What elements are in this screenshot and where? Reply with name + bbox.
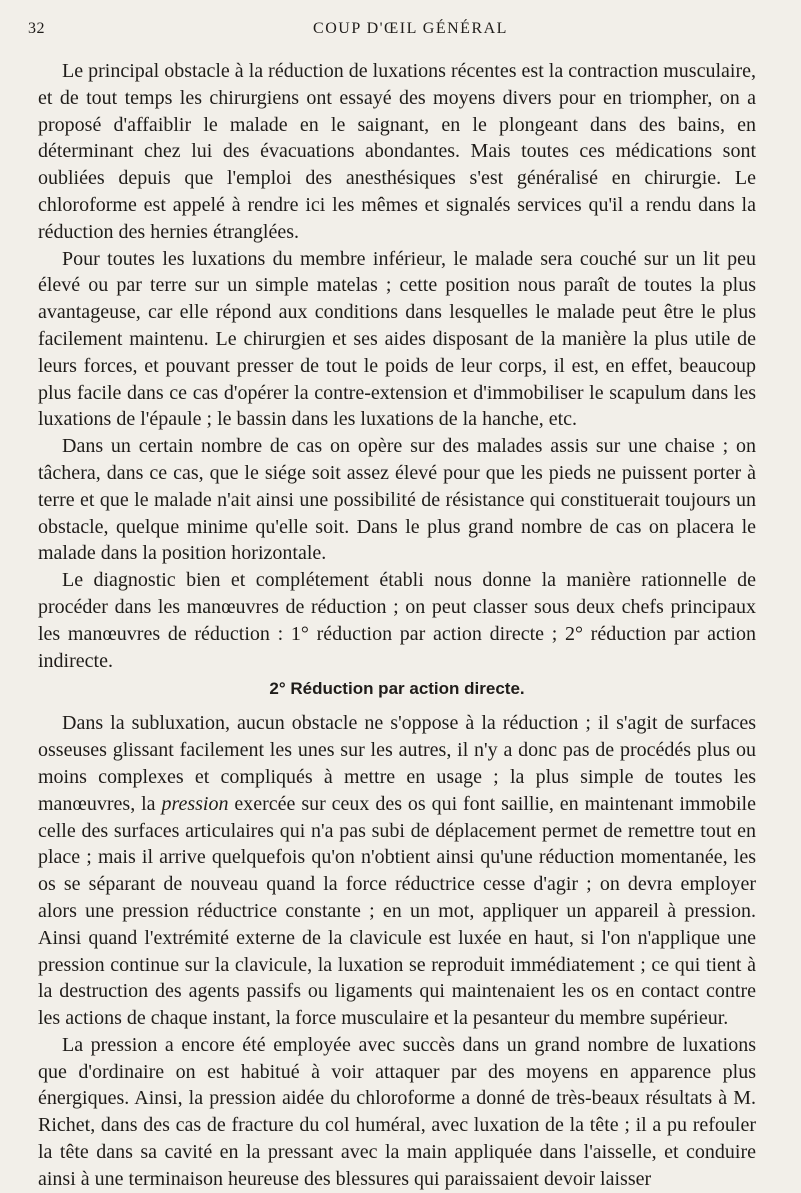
paragraph-lower-limb-position: Pour toutes les luxations du membre inférieur, le malade sera couché sur un lit peu élevé ou par terre sur un simple matelas ; cette position nous paraît de toutes la plus avantageuse, car elle répond aux conditions dans lesquelles le malade peut être le plus facilement maintenu. Le chirurgien et ses aides disposant de la manière la plus utile de leurs forces, et pouvant presser de tout le poids de leur corps, il est, en effet, beaucoup plus facile dans ce cas d'opérer la contre-extension et d'immobiliser le scapulum dans les luxations de l'épaule ; le bassin dans les luxations de la hanche, etc. bbox=[38, 247, 756, 431]
running-title: COUP D'ŒIL GÉNÉRAL bbox=[313, 20, 508, 37]
body-text bbox=[38, 58, 756, 1193]
paragraph-subluxation-start: Dans la subluxation, aucun obstacle ne s'oppose à la réduction ; il s'agit de surfaces osseuses glissant facilement les unes sur les autres, il n'y a donc pas de procédés plus ou moins complexes et compliqués à mettre en usage ; la plus simple de toutes les manœuvres, la bbox=[38, 712, 756, 815]
paragraph-subluxation bbox=[38, 710, 756, 1032]
paragraph-subluxation-end: exercée sur ceux des os qui font saillie, en maintenant immobile celle des surfaces articulaires qui n'a pas subi de déplacement permet de remettre tout en place ; mais il arrive quelquefois qu'on n'obtient ainsi qu'une réduction momentanée, les os se séparant de nouveau quand la force réductrice cesse d'agir ; on devra employer alors une pression réductrice constante ; en un mot, appliquer un appareil à pression. Ainsi quand l'extrémité externe de la clavicule est luxée en haut, si l'on n'applique une pression continue sur la clavicule, la luxation se reproduit immédiatement ; ce qui tient à la destruction des agents passifs ou ligaments qui maintenaient les os en contact contre les actions de chaque instant, la force musculaire et la pesanteur du membre supérieur. bbox=[38, 792, 756, 1030]
paragraph-muscle-contraction: Le principal obstacle à la réduction de luxations récentes est la contraction musculaire, et de tout temps les chirurgiens ont essayé des moyens divers pour en triompher, on a proposé d'affaiblir le malade en le saignant, en le plongeant dans des bains, en déterminant chez lui des évacuations abondantes. Mais toutes ces médications sont oubliées depuis que l'emploi des anesthésiques s'est généralisé en chirurgie. Le chloroforme est appelé à rendre ici les mêmes et signalés services qu'il a rendu dans la réduction des hernies étranglées. bbox=[38, 60, 756, 243]
paragraph-pression-success: La pression a encore été employée avec succès dans un grand nombre de luxations que d'ordinaire on est habitué à voir attaquer par des moyens en apparence plus énergiques. Ainsi, la pression aidée du chloroforme a donné de très-beaux résultats à M. Richet, dans des cas de fracture du col huméral, avec luxation de la tête ; il a pu refouler la tête dans sa cavité en la pressant avec la main appliquée dans l'aisselle, et conduire ainsi à une terminaison heureuse des blessures qui paraissaient devoir laisser bbox=[38, 1033, 756, 1190]
running-head bbox=[28, 20, 793, 46]
section-heading: 2° Réduction par action directe. bbox=[269, 679, 525, 699]
page-number: 32 bbox=[28, 20, 45, 37]
emphasis-pression: pression bbox=[161, 792, 229, 815]
paragraph-diagnostic: Le diagnostic bien et complétement établi nous donne la manière rationnelle de procéder dans les manœuvres de réduction ; on peut classer sous deux chefs principaux les manœuvres de réduction : 1° réduction par action directe ; 2° réduction par action indirecte. bbox=[38, 569, 756, 672]
paragraph-seated-patients: Dans un certain nombre de cas on opère sur des malades assis sur une chaise ; on tâchera, dans ce cas, que le siége soit assez élevé pour que les pieds ne puissent porter à terre et que le malade n'ait ainsi une possibilité de résistance qui constituerait toujours un obstacle, quelque minime qu'elle soit. Dans le plus grand nombre de cas on placera le malade dans la position horizontale. bbox=[38, 435, 756, 565]
